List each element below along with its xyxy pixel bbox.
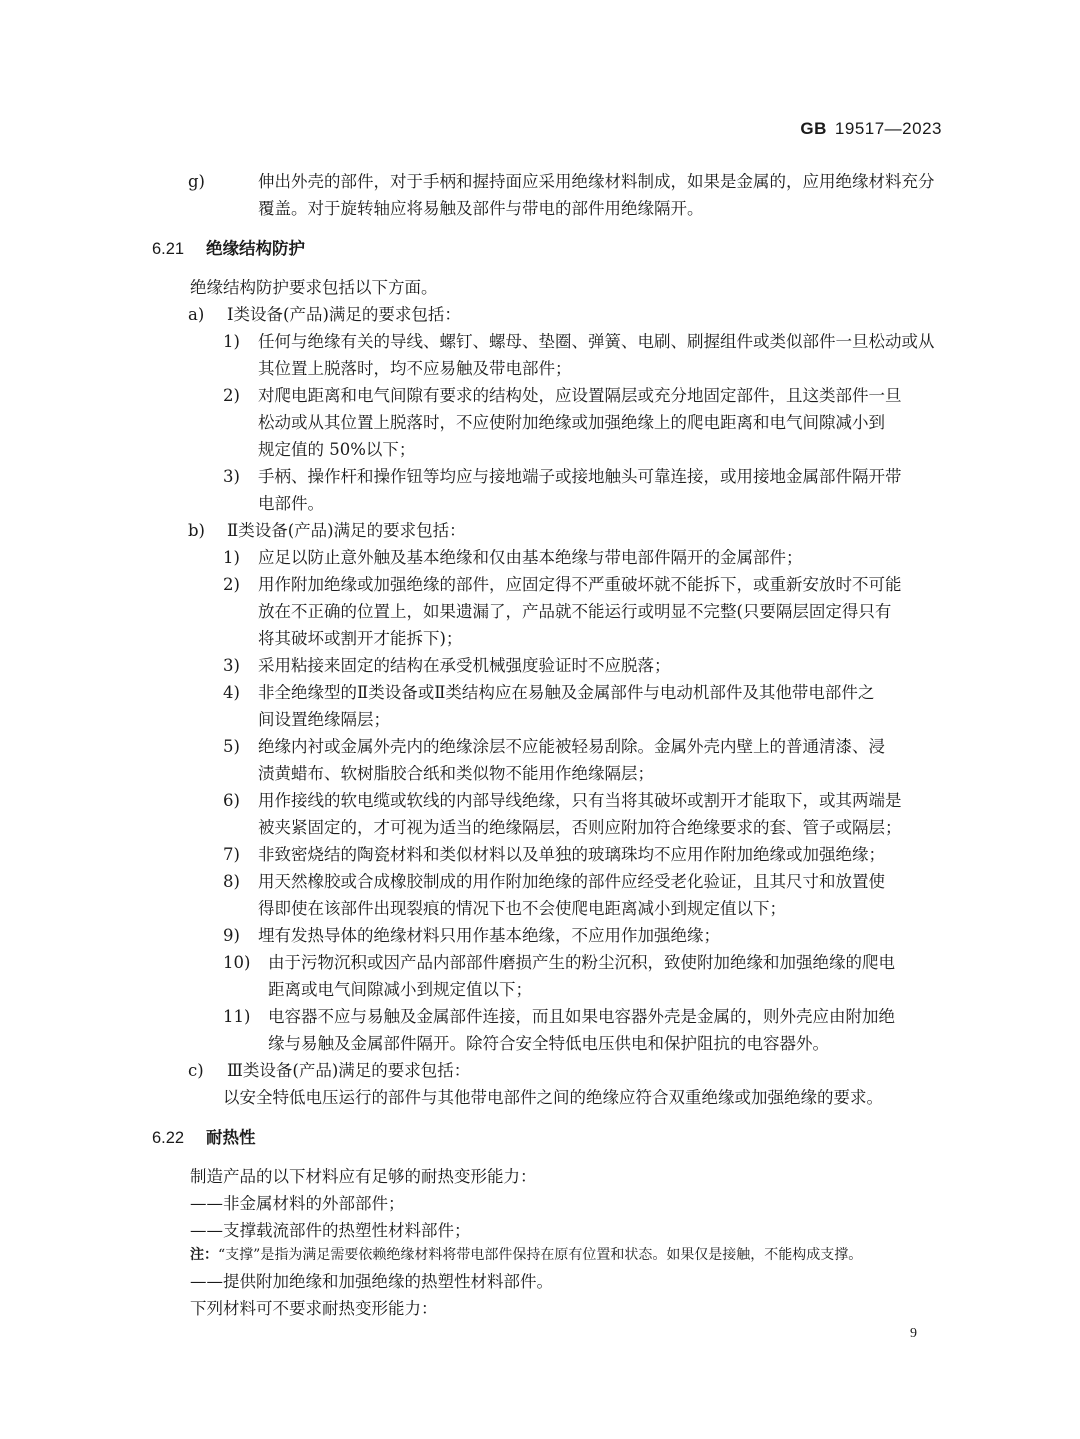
list-item-text: 任何与绝缘有关的导线、螺钉、螺母、垫圈、弹簧、电刷、刷握组件或类似部件一旦松动或从 bbox=[258, 332, 935, 351]
list-item-text: 非致密烧结的陶瓷材料和类似材料以及单独的玻璃珠均不应用作附加绝缘或加强绝缘； bbox=[258, 845, 885, 864]
heat-outro: 下列材料可不要求耐热变形能力： bbox=[190, 1299, 438, 1318]
list-item-text: 电部件。 bbox=[258, 494, 324, 513]
heat-intro: 制造产品的以下材料应有足够的耐热变形能力： bbox=[190, 1167, 537, 1186]
note-text: “支撑”是指为满足需要依赖绝缘材料将带电部件保持在原有位置和状态。如果仅是接触，不能构成支撑。 bbox=[218, 1247, 863, 1263]
list-item-text: 间设置绝缘隔层； bbox=[258, 710, 390, 729]
list-item-text: 用天然橡胶或合成橡胶制成的用作附加绝缘的部件应经受老化验证，且其尺寸和放置使 bbox=[258, 872, 885, 891]
standard-number: 19517—2023 bbox=[834, 119, 942, 138]
list-item-number: 1) bbox=[223, 548, 240, 567]
item-g-label: g) bbox=[188, 172, 205, 191]
note-label: 注： bbox=[190, 1247, 218, 1263]
list-item-text: 放在不正确的位置上，如果遗漏了，产品就不能运行或明显不完整(只要隔层固定得只有 bbox=[258, 602, 892, 621]
list-item-text: 被夹紧固定的，才可视为适当的绝缘隔层，否则应附加符合绝缘要求的套、管子或隔层； bbox=[258, 818, 902, 837]
section-title: 绝缘结构防护 bbox=[206, 239, 305, 258]
list-item-text: 绝缘内衬或金属外壳内的绝缘涂层不应能被轻易刮除。金属外壳内壁上的普通清漆、浸 bbox=[258, 737, 885, 756]
heat-dash-item: ——非金属材料的外部部件； bbox=[190, 1194, 405, 1213]
section-heading-6-21 bbox=[152, 237, 305, 261]
list-item-number: 3) bbox=[223, 656, 240, 675]
class3-text: 以安全特低电压运行的部件与其他带电部件之间的绝缘应符合双重绝缘或加强绝缘的要求。 bbox=[223, 1088, 883, 1107]
list-item-text: 规定值的 50%以下； bbox=[258, 440, 416, 459]
list-item-text: 电容器不应与易触及金属部件连接，而且如果电容器外壳是金属的，则外壳应由附加绝 bbox=[268, 1007, 895, 1026]
list-item-number: 4) bbox=[223, 683, 240, 702]
list-item-number: 3) bbox=[223, 467, 240, 486]
section-number: 6.22 bbox=[152, 1129, 185, 1147]
section-intro: 绝缘结构防护要求包括以下方面。 bbox=[190, 278, 438, 297]
list-item-text: 对爬电距离和电气间隙有要求的结构处，应设置隔层或充分地固定部件，且这类部件一旦 bbox=[258, 386, 902, 405]
list-item-text: 其位置上脱落时，均不应易触及带电部件； bbox=[258, 359, 572, 378]
section-title: 耐热性 bbox=[206, 1128, 256, 1147]
list-item-text: 采用粘接来固定的结构在承受机械强度验证时不应脱落； bbox=[258, 656, 671, 675]
list-item-number: 1) bbox=[223, 332, 240, 351]
heat-dash-item: ——提供附加绝缘和加强绝缘的热塑性材料部件。 bbox=[190, 1272, 553, 1291]
list-item-number: 6) bbox=[223, 791, 240, 810]
list-item-text: 松动或从其位置上脱落时，不应使附加绝缘或加强绝缘上的爬电距离和电气间隙减小到 bbox=[258, 413, 885, 432]
list-item-text: 手柄、操作杆和操作钮等均应与接地端子或接地触头可靠连接，或用接地金属部件隔开带 bbox=[258, 467, 902, 486]
list-item-number: 11) bbox=[223, 1007, 251, 1026]
list-item-text: 得即使在该部件出现裂痕的情况下也不会使爬电距离减小到规定值以下； bbox=[258, 899, 786, 918]
list-item-text: 渍黄蜡布、软树脂胶合纸和类似物不能用作绝缘隔层； bbox=[258, 764, 654, 783]
list-item-text: 用作接线的软电缆或软线的内部导线绝缘，只有当将其破坏或割开才能取下，或其两端是 bbox=[258, 791, 902, 810]
heat-dash-item: ——支撑载流部件的热塑性材料部件； bbox=[190, 1221, 471, 1240]
list-item-text: 应足以防止意外触及基本绝缘和仅由基本绝缘与带电部件隔开的金属部件； bbox=[258, 548, 803, 567]
list-item-text: 将其破坏或割开才能拆下)； bbox=[258, 629, 463, 648]
list-item-number: 9) bbox=[223, 926, 240, 945]
class3-title: Ⅲ类设备(产品)满足的要求包括： bbox=[227, 1061, 471, 1080]
note bbox=[190, 1244, 862, 1266]
class3-label: c) bbox=[188, 1061, 204, 1080]
class2-label: b) bbox=[188, 521, 205, 540]
list-item-number: 5) bbox=[223, 737, 240, 756]
standard-prefix: GB bbox=[800, 119, 827, 138]
page-number: 9 bbox=[910, 1326, 917, 1341]
list-item-text: 非全绝缘型的Ⅱ类设备或Ⅱ类结构应在易触及金属部件与电动机部件及其他带电部件之 bbox=[258, 683, 875, 702]
class1-label: a) bbox=[188, 305, 205, 324]
class2-title: Ⅱ类设备(产品)满足的要求包括： bbox=[227, 521, 466, 540]
list-item-number: 10) bbox=[223, 953, 251, 972]
item-g-line-1: 伸出外壳的部件，对于手柄和握持面应采用绝缘材料制成，如果是金属的，应用绝缘材料充分 bbox=[258, 172, 935, 191]
list-item-number: 2) bbox=[223, 386, 240, 405]
list-item-text: 埋有发热导体的绝缘材料只用作基本绝缘，不应用作加强绝缘； bbox=[258, 926, 720, 945]
list-item-text: 用作附加绝缘或加强绝缘的部件，应固定得不严重破坏就不能拆下，或重新安放时不可能 bbox=[258, 575, 902, 594]
list-item-number: 8) bbox=[223, 872, 240, 891]
standard-header bbox=[800, 119, 942, 139]
list-item-number: 2) bbox=[223, 575, 240, 594]
class1-title: Ⅰ类设备(产品)满足的要求包括： bbox=[227, 305, 461, 324]
section-heading-6-22 bbox=[152, 1126, 256, 1150]
section-number: 6.21 bbox=[152, 240, 185, 258]
list-item-number: 7) bbox=[223, 845, 240, 864]
item-g-line-2: 覆盖。对于旋转轴应将易触及部件与带电的部件用绝缘隔开。 bbox=[258, 199, 704, 218]
list-item-text: 由于污物沉积或因产品内部部件磨损产生的粉尘沉积，致使附加绝缘和加强绝缘的爬电 bbox=[268, 953, 895, 972]
list-item-text: 缘与易触及金属部件隔开。除符合安全特低电压供电和保护阻抗的电容器外。 bbox=[268, 1034, 829, 1053]
list-item-text: 距离或电气间隙减小到规定值以下； bbox=[268, 980, 532, 999]
